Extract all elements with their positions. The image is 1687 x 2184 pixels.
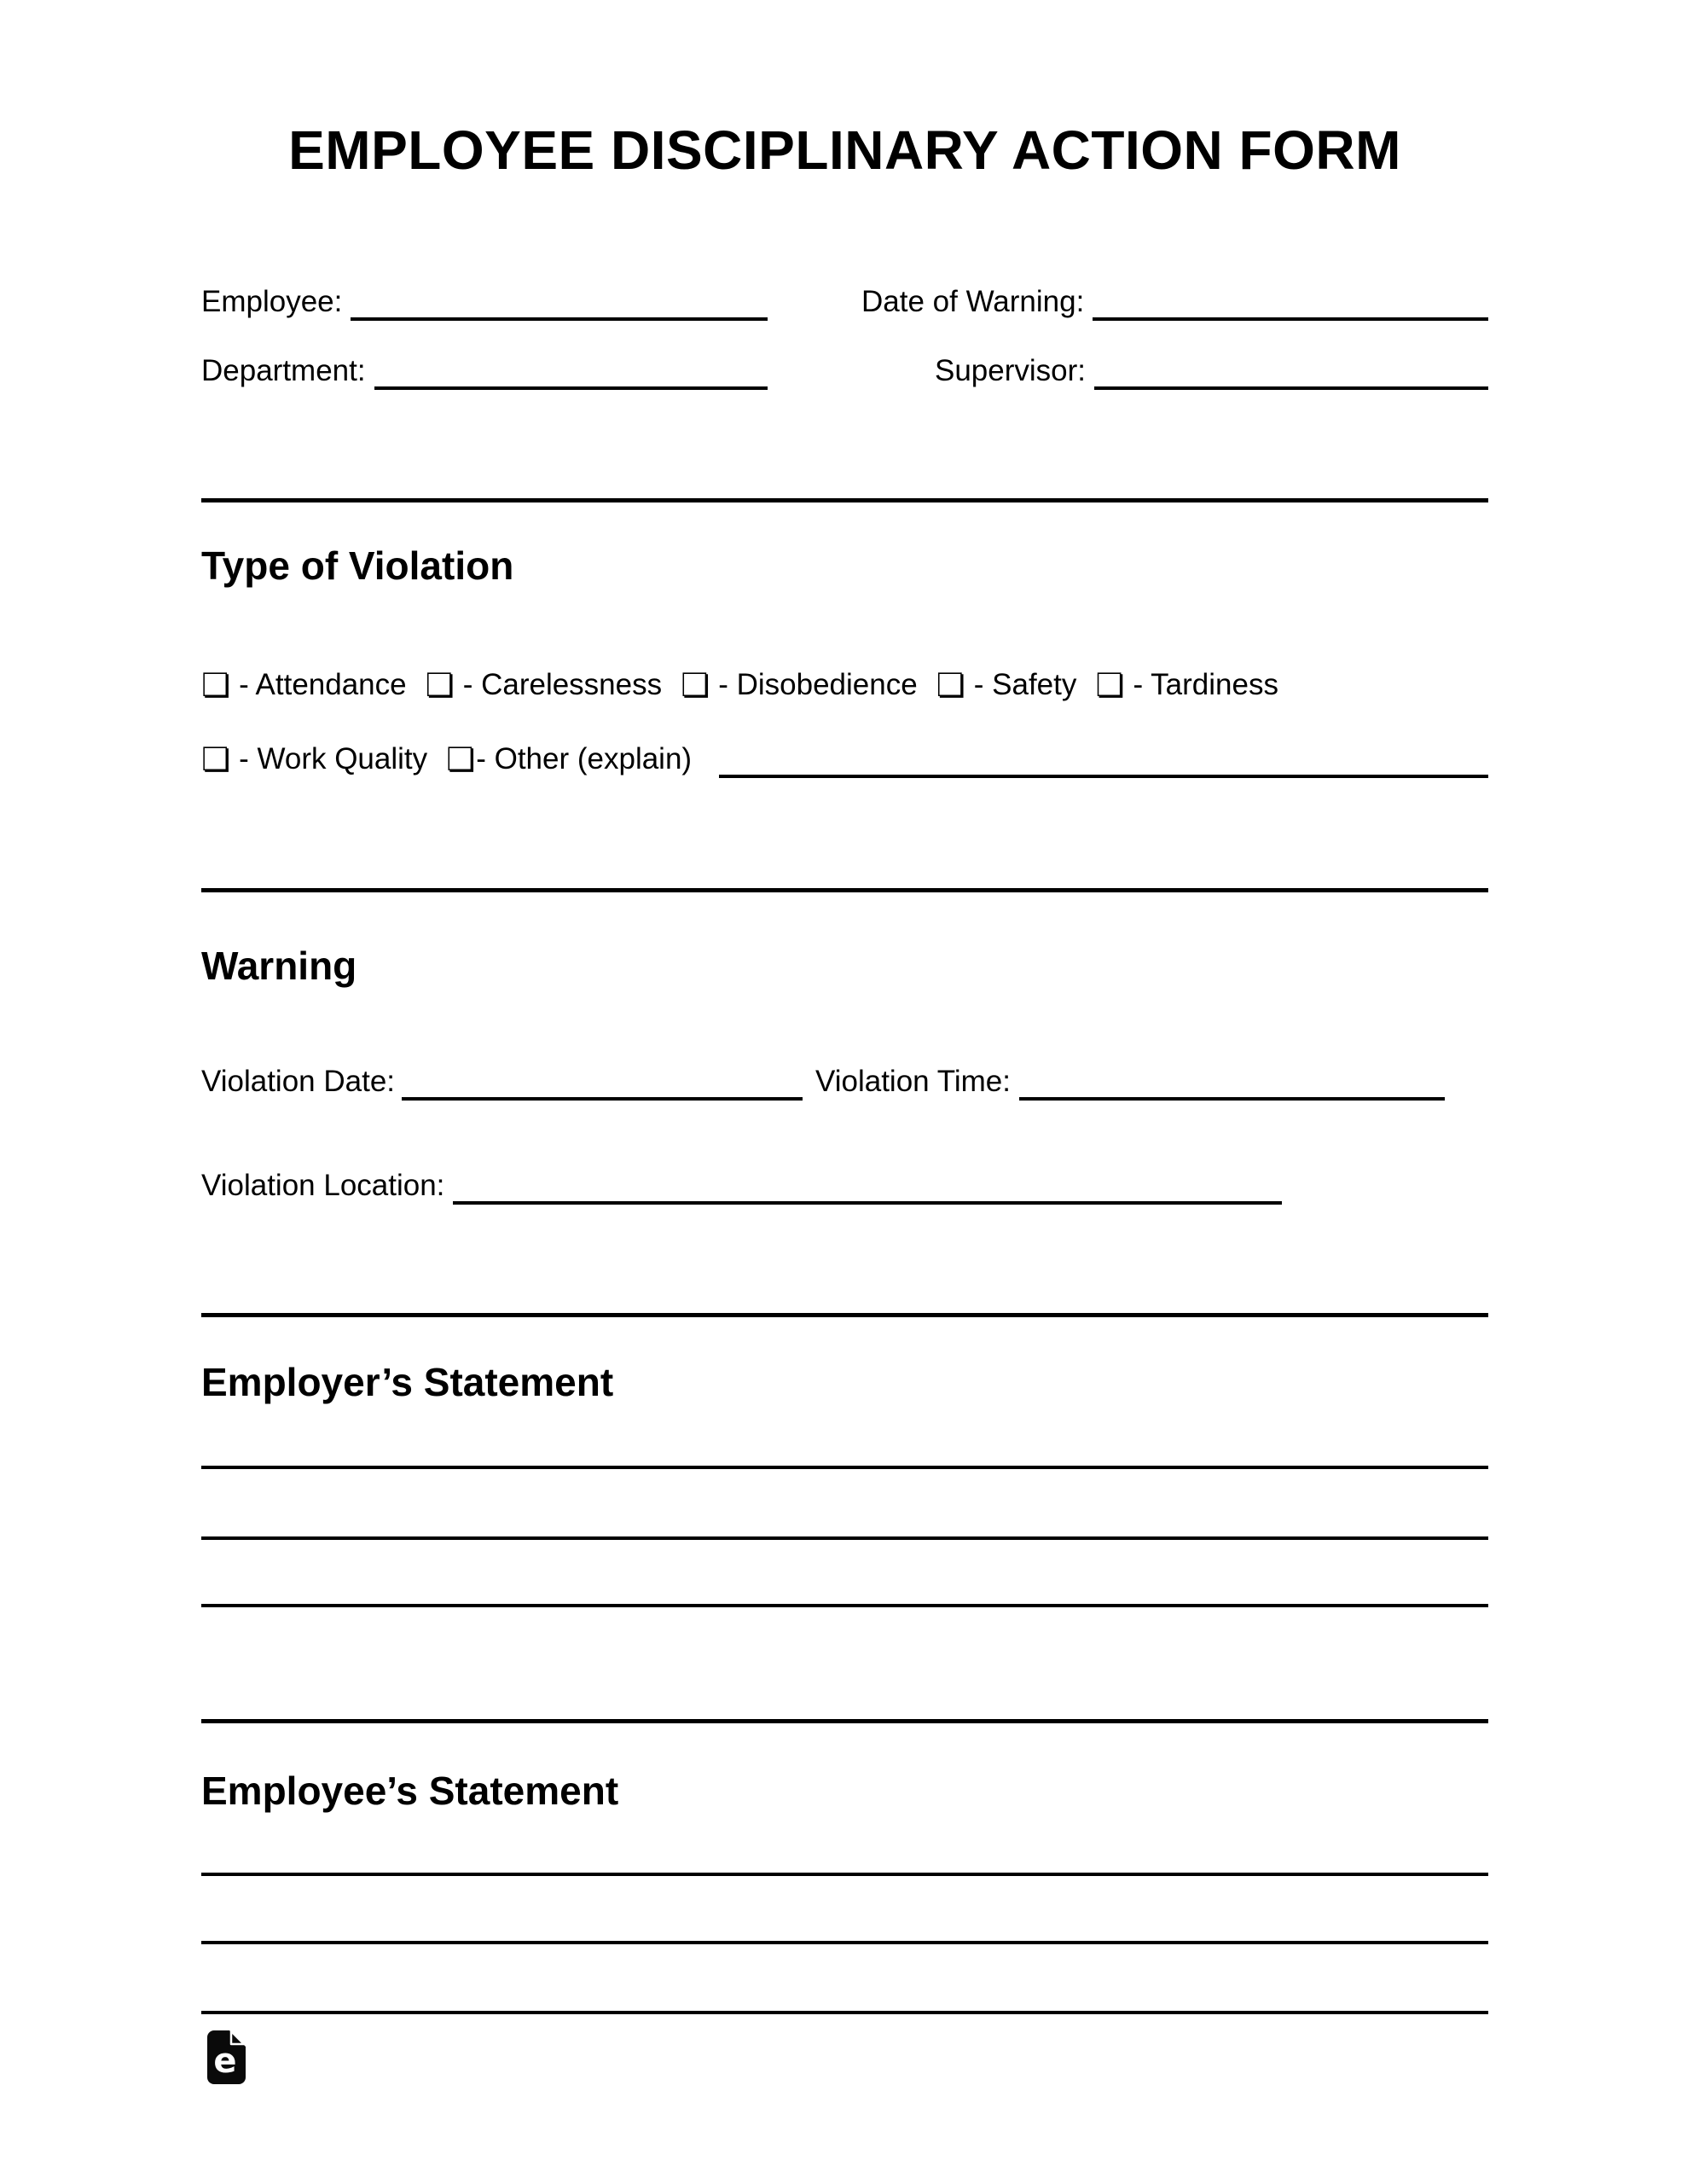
header-fields-row-1 (201, 283, 1488, 321)
violation-time-blank[interactable] (1019, 1063, 1445, 1101)
attendance-option (201, 666, 407, 704)
header-fields-row-2 (201, 352, 1488, 390)
employee-statement-line-1[interactable] (201, 1873, 1488, 1876)
safety-label: - Safety (973, 668, 1077, 701)
supervisor-label: Supervisor: (935, 354, 1087, 387)
eforms-document-logo (207, 2030, 246, 2084)
tardiness-option (1095, 666, 1278, 704)
employee-statement-line-3[interactable] (201, 2011, 1488, 2014)
employer-statement-line-2[interactable] (201, 1536, 1488, 1540)
violation-section-heading: Type of Violation (201, 543, 514, 588)
section-divider-warning (201, 888, 1488, 892)
section-divider-violation (201, 498, 1488, 502)
date-of-warning-label: Date of Warning: (861, 285, 1085, 318)
form-title: EMPLOYEE DISCIPLINARY ACTION FORM (288, 119, 1401, 181)
department-label: Department: (201, 354, 366, 387)
supervisor-field (935, 352, 1488, 390)
work-quality-option (201, 741, 427, 778)
other-explain-blank[interactable] (719, 741, 1488, 778)
work-quality-checkbox[interactable]: ❏ (201, 741, 231, 778)
employee-field (201, 283, 768, 321)
date-of-warning-field (861, 283, 1488, 321)
carelessness-checkbox[interactable]: ❏ (425, 666, 455, 704)
employee-statement-line-2[interactable] (201, 1941, 1488, 1944)
employee-blank[interactable] (351, 283, 768, 321)
carelessness-label: - Carelessness (462, 668, 663, 701)
employee-statement-heading: Employee’s Statement (201, 1769, 619, 1813)
violation-date-blank[interactable] (402, 1063, 803, 1101)
section-divider-employer-statement (201, 1313, 1488, 1317)
attendance-checkbox[interactable]: ❏ (201, 666, 231, 704)
violation-date-label: Violation Date: (201, 1065, 396, 1098)
violation-location-blank[interactable] (453, 1167, 1282, 1205)
date-of-warning-blank[interactable] (1093, 283, 1488, 321)
warning-section-heading: Warning (201, 944, 357, 988)
violation-checkbox-row-1 (201, 666, 1488, 704)
employee-label: Employee: (201, 285, 343, 318)
carelessness-option (426, 666, 663, 704)
other-option (446, 741, 692, 778)
section-divider-employee-statement (201, 1719, 1488, 1723)
violation-location-row (201, 1167, 1282, 1205)
violation-time-label: Violation Time: (815, 1065, 1011, 1098)
violation-location-label: Violation Location: (201, 1169, 445, 1202)
logo-letter: e (213, 2042, 237, 2081)
violation-checkbox-row-2 (201, 741, 1488, 778)
violation-date-time-row (201, 1063, 1445, 1101)
employer-statement-line-3[interactable] (201, 1604, 1488, 1607)
employer-statement-line-1[interactable] (201, 1466, 1488, 1469)
department-field (201, 352, 768, 390)
other-label: - Other (explain) (476, 742, 693, 775)
employer-statement-heading: Employer’s Statement (201, 1360, 614, 1404)
other-checkbox[interactable]: ❏ (446, 741, 476, 778)
disobedience-label: - Disobedience (718, 668, 918, 701)
safety-checkbox[interactable]: ❏ (936, 666, 965, 704)
attendance-label: - Attendance (239, 668, 407, 701)
department-blank[interactable] (374, 352, 768, 390)
disobedience-checkbox[interactable]: ❏ (681, 666, 710, 704)
safety-option (936, 666, 1077, 704)
disobedience-option (681, 666, 918, 704)
tardiness-checkbox[interactable]: ❏ (1095, 666, 1125, 704)
tardiness-label: - Tardiness (1133, 668, 1278, 701)
supervisor-blank[interactable] (1094, 352, 1488, 390)
work-quality-label: - Work Quality (239, 742, 428, 775)
